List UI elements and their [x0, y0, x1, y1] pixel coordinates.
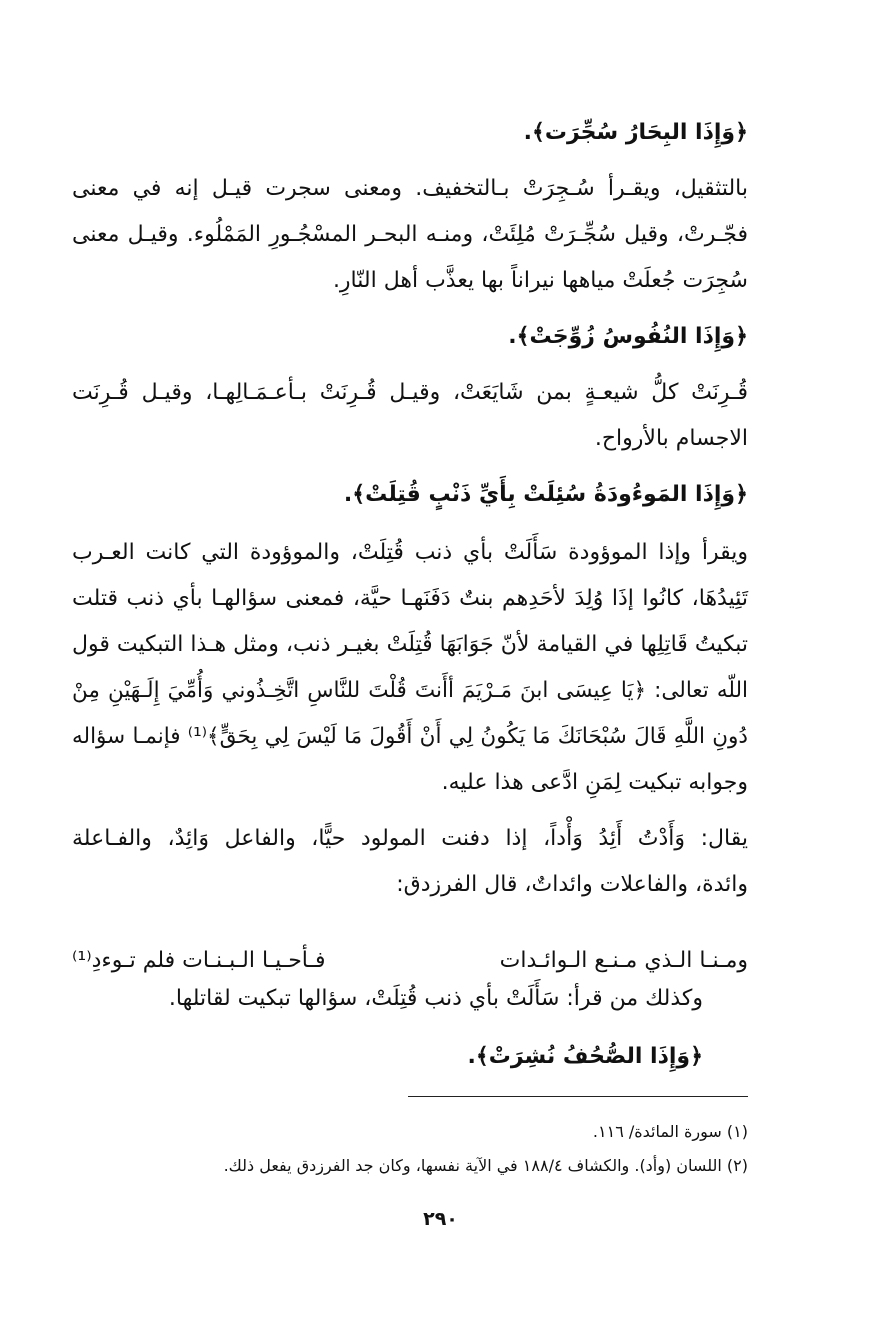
text-line: وكذلك من قرأ: سَأَلَتْ بأي ذنب قُتِلَتْ، سؤالها تبكيت لقاتلها. [168, 986, 703, 1011]
verse-line: ﴿وَإِذَا البِحَارُ سُجِّرَت﴾. [523, 120, 748, 145]
footnote: (١) سورة المائدة/ ١١٦. [592, 1122, 748, 1141]
text-line: ويقرأ وإذا الموؤودة سَأَلَتْ بأي ذنب قُتِلَتْ، والموؤودة التي كانت العـرب [72, 540, 748, 565]
poem-second-hemistich: فـأحـيـا الـبـنـات فلم تـوءدِ⁽¹⁾ [72, 948, 326, 973]
page-number: ٢٩٠ [423, 1208, 458, 1230]
footnote: (٢) اللسان (وأد). والكشاف ١٨٨/٤ في الآية نفسها، وكان جد الفرزدق يفعل ذلك. [223, 1156, 748, 1175]
text-line: تبكيتُ قَاتِلِها في القيامة لأنّ جَوَابَهَا قُتِلَتْ بغيـر ذنب، ومثل هـذا التبكيت قول [72, 632, 748, 657]
text-line: وائدة، والفاعلات وائداتٌ، قال الفرزدق: [396, 872, 748, 897]
text-line: الاجسام بالأرواح. [594, 426, 748, 451]
text-line: بالتثقيل، ويقـرأ سُـجِرَتْ بـالتخفيف. ومعنى سجرت قيـل إنه في معنى [72, 176, 748, 201]
text-line: دُونِ اللَّهِ قَالَ سُبْحَانَكَ مَا يَكُونُ لِي أَنْ أَقُولَ مَا لَيْسَ لِي بِحَقٍّ﴾⁽¹⁾ فإنمـا سؤاله [72, 724, 748, 749]
text-line: يقال: وَأَدْتُ أَئِدُ وَأْداً، إذا دفنت المولود حيًّا، والفاعل وَائِدٌ، والفـاعلة [72, 826, 748, 851]
text-line: قُـرِنَتْ كلُّ شيعـةٍ بمن شَايَعَتْ، وقيـل قُـرِنَتْ بـأعـمَـالِهـا، وقيـل قُـرِنَت [72, 380, 748, 405]
verse-line: ﴿وَإِذَا الصُّحُفُ نُشِرَتْ﴾. [467, 1044, 703, 1069]
text-line: فجّـرتْ، وقيل سُجِّـرَتْ مُلِئَتْ، ومنـه البحـر المسْجُـورِ المَمْلُوء. وقيـل معنى [72, 222, 748, 247]
text-line: سُجِرَت جُعلَتْ مياهها نيراناً بها يعذَّب أهل النّارِ. [332, 268, 748, 293]
text-line: اللّه تعالى: ﴿يَا عِيسَى ابنَ مَـرْيَمَ أأَنتَ قُلْتَ للنَّاسِ اتَّخِـذُوني وَأُمِّيَ إِلَـهَيْنِ مِنْ [72, 678, 748, 703]
text-line: تَئِيدُهَا، كانُوا إذَا وُلِدَ لأحَدِهم بنتٌ دَفَنَهـا حيَّة، فمعنى سؤالهـا بأي ذنب قتلت [72, 586, 748, 611]
text-line: وجوابه تبكيت لِمَنِ ادَّعى هذا عليه. [441, 770, 748, 795]
verse-line: ﴿وَإِذَا المَوءُودَةُ سُئِلَتْ بِأَيِّ ذَنْبٍ قُتِلَتْ﴾. [343, 482, 748, 507]
verse-line: ﴿وَإِذَا النُفُوسُ زُوِّجَتْ﴾. [508, 324, 748, 349]
poem-first-hemistich: ومـنـا الـذي مـنـع الـوائـدات [499, 948, 748, 973]
footnote-separator [408, 1096, 748, 1097]
